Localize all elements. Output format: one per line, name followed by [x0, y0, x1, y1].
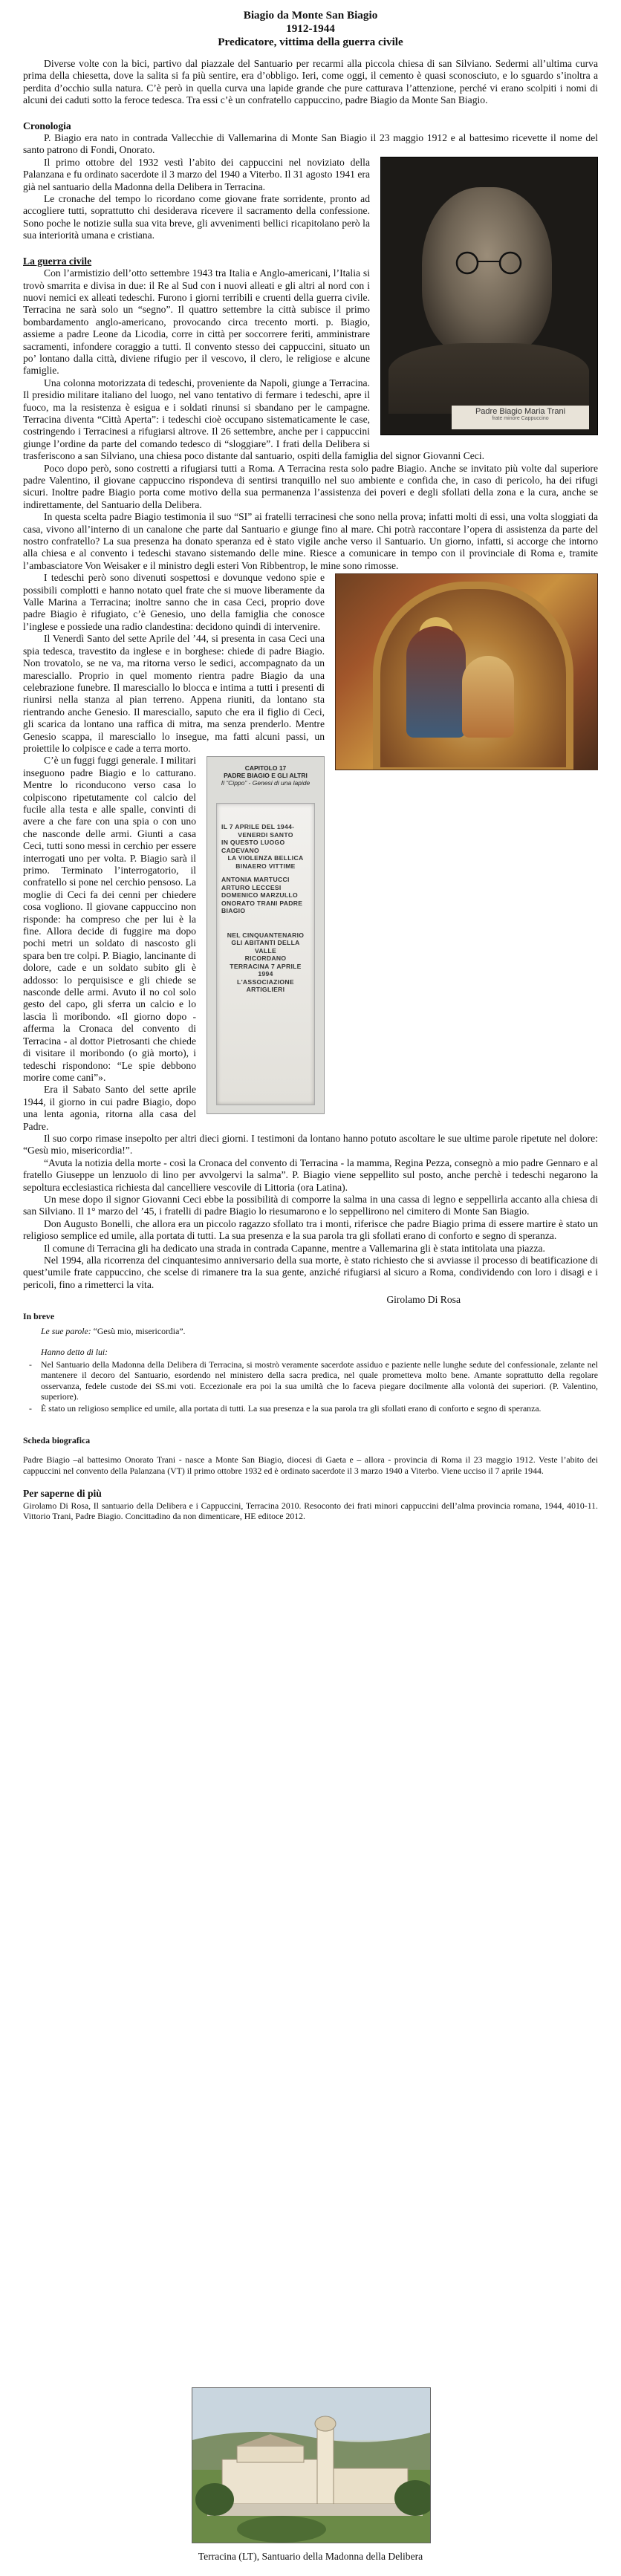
portrait-caption	[452, 406, 589, 429]
guerra-paragraph: Un mese dopo il signor Giovanni Ceci ebbe la possibilità di comporre la salma in una cassa di legno e seppellirla accanto alla chiesa di san Silviano. Il 1° marzo del ’45, i fratelli di padre Biagio lo riesumarono e lo seppellirono nel cimitero di Monte San Biagio.	[23, 1193, 598, 1217]
title-block	[23, 9, 598, 49]
plaque-line: ANTONIA MARTUCCI	[221, 876, 290, 884]
page-title: Biagio da Monte San Biagio	[243, 9, 378, 22]
guerra-paragraph: C’è un fuggi fuggi generale. I militari inseguono padre Biagio e lo catturano. Mentre lo riconducono verso casa lo colpiscono ripetutamente col calcio del fucile alla testa e alle spalle, convinti di avere a che fare con una spia o con uno che nasconde delle armi. Giunti a casa Ceci, tutti sono messi in cerchio per essere interrogati uno per volta. P. Biagio sarà il primo. Terminato l’interrogatorio, il confratello si pone nel cerchio pensoso. La moglie di Ceci fa dei cenni per chiedere cosa vogliono. Il giovane cappuccino non risponde: ha compreso che per lui è la fine. Allora decide di fuggire ma dopo pochi metri un soldato di nascosto gli spara ben tre colpi. P. Biagio, lancinante di dolore, cade e un soldato subito gli è addosso: lo perquisisce e gli chiede se nasconde delle armi. Avuto il no col solo gesto del capo, gli sferra un calcio e lo lascia lì moribondo. «Il giorno dopo - afferma la Cronaca del convento di Terracina - al dottor Pietrosanti che chiede di visitare il moribondo (o già morto), i tedeschi rispondono: “Le spie debbono morire come cani”».	[23, 755, 196, 1083]
fresco-madonna	[406, 626, 466, 738]
cronologia-paragraph: P. Biagio era nato in contrada Vallecchie di Vallemarina di Monte San Biagio il 23 maggio 1912 e al battesimo ricevette il nome del santo patrono di Fondi, Onorato.	[23, 132, 598, 156]
page-subtitle: Predicatore, vittima della guerra civile	[218, 36, 403, 48]
portrait-caption-name: Padre Biagio Maria Trani	[475, 406, 566, 416]
plaque-line: IL 7 APRILE DEL 1944-	[221, 823, 295, 831]
guerra-paragraph: “Avuta la notizia della morte - così la Cronaca del convento di Terracina - la mamma, Regina Pezza, consegnò a mio padre Gennaro e al fratello Giuseppe un lenzuolo di lino per avvolgervi la salma”. P. Biagio viene seppellito sul posto, anche perchè i tedeschi negarono la sepoltura ecclesiastica richiesta dal cancelliere vescovile di Littoria (ora Latina).	[23, 1157, 598, 1193]
portrait-caption-sub: frate minore Cappuccino	[492, 415, 549, 421]
plaque-caption	[207, 757, 324, 791]
sanctuary-photo	[0, 2387, 621, 2545]
cronologia-paragraph: Il primo ottobre del 1932 vestì l’abito dei cappuccini nel noviziato della Palanzana e fu ordinato sacerdote il 3 marzo del 1940 a Viterbo. Il 31 agosto 1941 era già nel santuario della Madonna della Delibera in Terracina.	[23, 156, 370, 192]
guerra-heading: La guerra civile	[23, 255, 92, 267]
guerra-paragraph: Il suo corpo rimase insepolto per altri dieci giorni. I testimoni da lontano hanno potuto ascoltare le sue ultime parole ripetute nel dolore: “Gesù mio, misericordia!”.	[23, 1132, 598, 1157]
guerra-paragraph: Il comune di Terracina gli ha dedicato una strada in contrada Capanne, mentre a Vallemarina gli è stata intitolata una piazza.	[44, 1242, 545, 1254]
saperne-text: Girolamo Di Rosa, Il santuario della Delibera e i Cappuccini, Terracina 2010. Resoconto dei frati minori cappuccini dell’alma provincia romana, 1944, 4010-11. Vittorio Trani, Padre Biagio. Concittadino da non dimenticare, HE editoce 2012.	[23, 1500, 598, 1521]
scheda-heading: Scheda biografica	[23, 1434, 91, 1445]
words-quote: “Gesù mio, misericordia”.	[93, 1326, 186, 1337]
in-breve-words	[41, 1326, 598, 1336]
words-label: Le sue parole:	[41, 1326, 91, 1337]
cronologia-paragraph: Le cronache del tempo lo ricordano come giovane frate sorridente, pronto ad accogliere tutti, soprattutto chi desiderava ricevere il sacramento della confessione. Sono poche le notizie sulla sua vita breve, gli avvenimenti bellici ricapitolano però la sua interiorità umana e cristiana.	[23, 193, 370, 241]
plaque-line: VENERDI SANTO	[238, 830, 293, 839]
plaque-line: LA VIOLENZA BELLICA	[227, 854, 304, 862]
guerra-paragraph: Con l’armistizio dell’otto settembre 1943 tra Italia e Anglo-americani, l’Italia si trovò smarrita e divisa in due: il Re al Sud con i nuovi alleati e gli altri al nord con i nuovi nemici ex alleati tedeschi. Furono i giorni terribili e cruenti della guerra civile. Terracina ne sarà solo un “segno”. Il quattro settembre la città subisce il primo bombardamento anglo-americano, provocando circa trecento morti. p. Biagio, assieme a padre Leone da Licodia, corre in città per soccorrere feriti, amministrare sacramenti, infondere coraggio a tutti. Il convento stesso dei cappuccini, situato un po’ lontano dalla città, diviene rifugio per il vescovo, il clero, le religiose e alcune famiglie.	[23, 267, 370, 377]
plaque-stone	[216, 803, 315, 1105]
plaque-line: ARTIGLIERI	[246, 986, 285, 994]
intro-paragraph: Diverse volte con la bici, partivo dal piazzale del Santuario per recarmi alla piccola chiesa di san Silviano. Sedermi all’ultima curva prima della chiesetta, dove la salita si fa più sentire, era d’obbligo. Ieri, come oggi, il cemento è quasi sconosciuto, e lo sguardo s’inoltra a perdita d’occhio sulla natura. C’è però in quella curva una lapide grande che pure catturava l’attenzione, perché vi erano scolpiti i nomi di alcuni dei caduti sotto la feroce tedesca. Tra essi c’è un confratello cappuccino, padre Biagio da Monte San Biagio.	[23, 58, 598, 106]
in-breve-heading: In breve	[23, 1310, 55, 1321]
guerra-paragraph: Don Augusto Bonelli, che allora era un piccolo ragazzo sfollato tra i monti, riferisce che padre Biagio prima di essere martire è stato un religioso semplice ed umile, alla portata di tutti. La sua presenza e la sua parola tra gli sfollati erano di conforto e segno di speranza.	[23, 1217, 598, 1242]
plaque-line: ARTURO LECCESI	[221, 883, 282, 891]
fresco-image	[335, 573, 598, 770]
said-label: Hanno detto di lui:	[41, 1347, 108, 1358]
list-item: - Nel Santuario della Madonna della Delibera di Terracina, si mostrò veramente sacerdote assiduo e paziente nelle lunghe sedute del confessionale, zelante nel mantenere il decoro del Santuario, esordendo nel ministero della sacra predica, nel quale prometteva molto bene. Amante soprattutto della regolare osservanza, fedele custode dei SS.mi voti. Eccezionale era poi la sua umiltà che lo faceva piegare docilmente alla volontà dei superiori. (P. Valentino, superiore).	[41, 1359, 598, 1402]
article	[23, 9, 598, 1521]
portrait-habit	[388, 343, 589, 414]
guerra-paragraph: Una colonna motorizzata di tedeschi, proveniente da Napoli, giunge a Terracina. Il presidio militare italiano del luogo, nel vano tentativo di fermare i tedeschi, apre il fuoco, ma la resistenza è esigua e i soldati rinunsi si sbandano per le campagne. Terracina diventa “Città Aperta”: i tedeschi cioè occupano sistematicamente le case, costringendo i Terracinesi a rifugiarsi altrove. Il 26 settembre, anche per i cappuccini giunge l’ordine da parte del comando tedesco di “sloggiare”. I frati della Delibera si trasferiscono a san Silviano, una chiesa poco distante dal santuario, ospiti della famiglia del signor Giovanni Ceci.	[23, 377, 484, 462]
cronologia-heading: Cronologia	[23, 120, 71, 131]
plaque-chapter: CAPITOLO 17	[244, 764, 287, 773]
list-item: - È stato un religioso semplice ed umile, alla portata di tutti. La sua presenza e la sua parola tra gli sfollati erano di conforto e segno di speranza.	[41, 1403, 598, 1414]
portrait-photo	[380, 157, 598, 435]
fresco-child	[462, 656, 514, 738]
plaque-line: ONORATO TRANI PADRE BIAGIO	[221, 899, 303, 915]
guerra-paragraph: In questa scelta padre Biagio testimonia il suo “SI” ai fratelli terracinesi che sono nella prova; infatti molti di essi, una volta sloggiati da casa, vivono all’interno di un canalone che parte dal Santuario e giunge fino al mare. Chi potrà raccontare l’opera di assistenza da parte del nostro confratello? La sua presenza ha donato speranza ed è stato vigile anche verso il Santuario. Un giorno, infatti, si accorge che intorno alla chiesa e al convento i tedeschi stavano sistemando delle mine. Riesce a comunicare in tempo con il provinciale di Roma e, tramite l’ambasciatore Von Weisaker e il ministro degli esteri Von Ribbentrop, le mine sono rimosse.	[23, 511, 598, 571]
page-years: 1912-1944	[286, 22, 335, 35]
guerra-paragraph: Nel 1994, alla ricorrenza del cinquantesimo anniversario della sua morte, è stato richiesto che si avviasse il processo di beatificazione di quest’umile frate cappuccino, che scelse di rimanere tra la sua gente, anziché rifugiarsi al sicuro a Roma, condividendo con loro i disagi e i pericoli, fino a rimetterci la vita.	[23, 1255, 598, 1290]
sanctuary-illustration	[192, 2388, 430, 2543]
saperne-heading: Per saperne di più	[23, 1488, 102, 1500]
guerra-paragraph: Era il Sabato Santo del sette aprile 1944, il giorno in cui padre Biagio, dopo una lenta agonia, ritorna alla casa del Padre.	[23, 1084, 196, 1132]
plaque-chapter-sub: Il “Cippo” - Genesi di una lapide	[221, 779, 310, 787]
guerra-paragraph: I tedeschi però sono divenuti sospettosi e dovunque vedono spie e possibili complotti e hanno notato quel frate che si muove liberamente da Valle Marina a Terracina; inoltre sanno che in casa Ceci, proprio dove padre Biagio è rifugiato, c’è Genesio, uno della famiglia che conosce l’inglese e possiede una radio clandestina: decidono quindi di intervenire.	[23, 572, 325, 632]
plaque-line: L'ASSOCIAZIONE	[237, 978, 294, 986]
plaque-line: NEL CINQUANTENARIO	[227, 931, 305, 939]
plaque-line: IN QUESTO LUOGO CADEVANO	[221, 839, 285, 854]
plaque-line: BINAERO VITTIME	[235, 862, 296, 870]
photo-caption: Terracina (LT), Santuario della Madonna della Delibera	[198, 2551, 423, 2562]
said-list	[23, 1359, 598, 1414]
plaque-line: GLI ABITANTI DELLA VALLE	[231, 939, 300, 954]
glasses-shape	[448, 250, 530, 276]
plaque-line: RICORDANO	[244, 954, 287, 963]
plaque-line: TERRACINA 7 APRILE 1994	[230, 962, 302, 978]
guerra-paragraph: Poco dopo però, sono costretti a rifugiarsi tutti a Roma. A Terracina resta solo padre Biagio. Anche se invitato più volte dal superiore padre Valentino, il giovane cappuccino rispondeva di sentirsi tranquillo nel suo ambiente e confida che, in caso di pericolo, ha dei rifugi sicuri. Inoltre padre Biagio porta come motivo della sua permanenza l’assistenza dei poveri e degli sfollati della zona e la cura, anche se indirettamente, del Santuario della Delibera.	[23, 462, 598, 510]
author-signature: Girolamo Di Rosa	[386, 1294, 461, 1306]
plaque-chapter-title: PADRE BIAGIO E GLI ALTRI	[224, 772, 308, 780]
plaque-line: DOMENICO MARZULLO	[221, 891, 298, 900]
in-breve-box	[23, 1311, 598, 1476]
scheda-text: Padre Biagio –al battesimo Onorato Trani - nasce a Monte San Biagio, diocesi di Gaeta e – allora - provincia di Roma il 23 maggio 1912. Veste l’abito dei cappuccini nel convento della Palanzana (VT) il primo ottobre 1932 ed è ordinato sacerdote il 3 marzo 1940 a Viterbo. Viene ucciso il 7 aprile 1944.	[23, 1454, 598, 1476]
memorial-plaque	[207, 756, 325, 1114]
guerra-paragraph: Il Venerdì Santo del sette Aprile del ’44, si presenta in casa Ceci una spia tedesca, travestito da inglese e in borghese: chiede di padre Biagio. Non trovatolo, se ne va, ma ritorna verso le sedici, accompagnato da un maresciallo. Proprio in quel momento rientra padre Biagio da una celebrazione funebre. Il maresciallo lo blocca e intima a tutti i presenti di riunirsi nella stanza al pian terreno. Appena riuniti, da lontano sta rientrando anche Genesio. Il maresciallo, saputo che era il figlio di Ceci, gli scarica da lontano una raffica di mitra, ma senza prenderlo. Mentre Genesio scappa, il maresciallo lo insegue, ma fatti alcuni passi, un proiettile lo colpisce e cade a terra morto.	[23, 633, 325, 754]
